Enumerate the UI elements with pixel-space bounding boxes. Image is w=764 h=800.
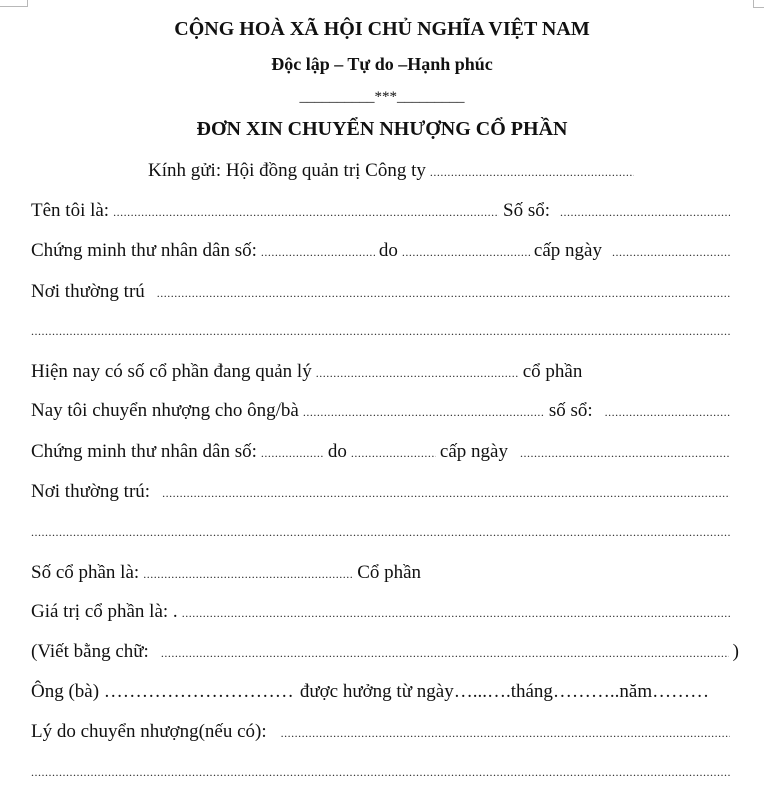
transferor-residence-label: Nơi thường trú <box>31 281 145 302</box>
transferee-name-label: Nay tôi chuyển nhượng cho ông/bà <box>31 400 299 421</box>
transferor-residence-field-continued[interactable] <box>31 320 730 342</box>
shares-count-row <box>31 562 471 585</box>
reason-field-continued[interactable] <box>31 761 730 783</box>
transferee-residence-field[interactable] <box>162 482 730 504</box>
value-in-words-label: (Viết bằng chữ: <box>31 641 149 662</box>
motto-heading: Độc lập – Tự do –Hạnh phúc <box>271 54 493 74</box>
transferor-issued-by-label: do <box>378 240 398 261</box>
transferee-id-label: Chứng minh thư nhân dân số: <box>31 441 257 462</box>
reason-field[interactable] <box>281 722 730 744</box>
transferee-residence-field-continued[interactable] <box>31 521 730 543</box>
nation-heading: CỘNG HOÀ XÃ HỘI CHỦ NGHĨA VIỆT NAM <box>174 18 590 40</box>
reason-continued-row <box>31 761 730 783</box>
transferor-name-label: Tên tôi là: <box>31 200 110 221</box>
shares-count-unit: Cổ phần <box>357 562 422 583</box>
shares-held-row <box>31 361 611 384</box>
transferee-book-no-field[interactable] <box>605 401 730 423</box>
transferee-residence-continued-row <box>31 521 730 543</box>
transferee-residence-row <box>31 481 730 504</box>
share-value-row <box>31 601 730 624</box>
page-corner-mark-left <box>0 0 28 7</box>
addressee-label: Kính gửi: Hội đồng quản trị Công ty <box>148 160 426 181</box>
transferor-id-row <box>31 240 730 263</box>
transferee-issue-date-label: cấp ngày <box>439 441 508 462</box>
transferor-residence-continued-row <box>31 320 730 342</box>
beneficiary-from-date[interactable]: được hưởng từ ngày…...….tháng………..năm……… <box>299 681 710 702</box>
value-in-words-row <box>31 641 739 664</box>
transferor-book-no-label: Số sổ: <box>503 200 550 221</box>
company-name-field[interactable] <box>430 161 634 183</box>
share-value-field[interactable] <box>182 602 730 624</box>
transferee-id-row <box>31 441 730 464</box>
reason-label: Lý do chuyển nhượng(nếu có): <box>31 721 267 742</box>
shares-count-field[interactable] <box>143 563 353 585</box>
transferee-name-field[interactable] <box>303 401 545 423</box>
transferor-id-field[interactable] <box>261 241 375 263</box>
shares-held-unit: cổ phần <box>522 361 583 382</box>
addressee-row <box>148 160 638 183</box>
shares-count-label: Số cổ phần là: <box>31 562 140 583</box>
transferee-issued-by-field[interactable] <box>351 442 436 464</box>
beneficiary-row <box>31 681 741 703</box>
transferor-residence-row <box>31 281 730 304</box>
share-value-label: Giá trị cổ phần là: . <box>31 601 178 622</box>
shares-held-label: Hiện nay có số cổ phần đang quản lý <box>31 361 312 382</box>
page-corner-mark-right <box>753 0 764 8</box>
transferee-id-field[interactable] <box>261 442 324 464</box>
transferee-residence-label: Nơi thường trú: <box>31 481 151 502</box>
value-in-words-field[interactable] <box>161 642 729 664</box>
transferor-issued-by-field[interactable] <box>402 241 530 263</box>
transferee-issued-by-label: do <box>327 441 347 462</box>
transferee-book-no-label: số sổ: <box>548 400 593 421</box>
transferor-residence-field[interactable] <box>157 282 730 304</box>
shares-held-field[interactable] <box>316 362 519 384</box>
document-title: ĐƠN XIN CHUYỂN NHƯỢNG CỔ PHẦN <box>196 118 568 140</box>
transferor-book-no-field[interactable] <box>560 201 730 223</box>
transferor-name-row <box>31 200 730 223</box>
value-in-words-close: ) <box>732 641 739 662</box>
transferee-issue-date-field[interactable] <box>520 442 730 464</box>
transferor-name-field[interactable] <box>113 201 499 223</box>
beneficiary-label: Ông (bà) ………………………… <box>31 681 294 702</box>
heading-separator: __________***_________ <box>299 89 465 105</box>
reason-row <box>31 721 730 744</box>
transferee-name-row <box>31 400 730 423</box>
transferor-issue-date-field[interactable] <box>612 241 730 263</box>
transferor-issue-date-label: cấp ngày <box>533 240 602 261</box>
transferor-id-label: Chứng minh thư nhân dân số: <box>31 240 257 261</box>
